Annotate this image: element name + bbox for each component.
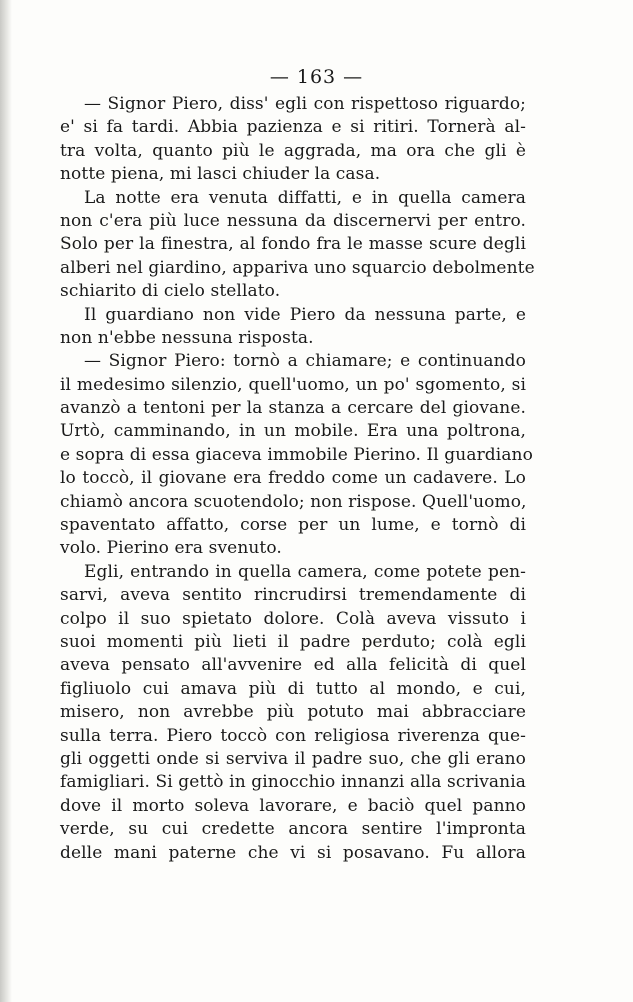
text-line: gli oggetti onde si serviva il padre suo, che gli erano — [60, 748, 526, 769]
text-line: non c'era più luce nessuna da discernervi per entro. — [60, 210, 526, 231]
text-line: alberi nel giardino, appariva uno squarcio debolmente — [60, 257, 535, 278]
text-line: Solo per la finestra, al fondo fra le masse scure degli — [60, 234, 526, 255]
text-line: avanzò a tentoni per la stanza a cercare del giovane. — [60, 398, 526, 419]
text-line: misero, non avrebbe più potuto mai abbracciare — [60, 702, 526, 723]
text-line: tra volta, quanto più le aggrada, ma ora che gli è — [60, 140, 526, 161]
text-line: notte piena, mi lasci chiuder la casa. — [60, 164, 381, 185]
text-line: spaventato affatto, corse per un lume, e tornò di — [60, 515, 526, 536]
text-line: volo. Pierino era svenuto. — [60, 538, 282, 559]
text-line: sarvi, aveva sentito rincrudirsi tremendamente di — [60, 585, 526, 606]
text-line: suoi momenti più lieti il padre perduto; colà egli — [60, 631, 526, 652]
text-line: famigliari. Si gettò in ginocchio innanzi alla scrivania — [60, 772, 526, 793]
page-gutter-shadow — [0, 0, 12, 1002]
text-line: dove il morto soleva lavorare, e baciò quel panno — [60, 795, 526, 816]
text-line: non n'ebbe nessuna risposta. — [60, 327, 314, 348]
text-line: — Signor Piero: tornò a chiamare; e continuando — [84, 351, 526, 372]
text-line: delle mani paterne che vi si posavano. Fu allora — [60, 842, 526, 863]
text-line: verde, su cui credette ancora sentire l'impronta — [60, 819, 526, 840]
text-line: — Signor Piero, diss' egli con rispettoso riguardo; — [84, 94, 526, 114]
text-line: La notte era venuta diffatti, e in quella camera — [84, 187, 526, 208]
text-line: lo toccò, il giovane era freddo come un cadavere. Lo — [60, 468, 526, 489]
text-line: Urtò, camminando, in un mobile. Era una poltrona, — [60, 421, 526, 442]
text-line: figliuolo cui amava più di tutto al mondo, e cui, — [60, 678, 526, 699]
page-number: — 163 — — [269, 66, 364, 88]
text-line: schiarito di cielo stellato. — [60, 281, 281, 302]
page-text-body — [60, 93, 535, 865]
text-line: Il guardiano non vide Piero da nessuna parte, e — [84, 304, 526, 325]
text-line: chiamò ancora scuotendolo; non rispose. Quell'uomo, — [60, 491, 527, 512]
text-line: il medesimo silenzio, quell'uomo, un po' sgomento, si — [60, 374, 526, 395]
text-line: Egli, entrando in quella camera, come potete pen- — [84, 561, 526, 582]
text-line: colpo il suo spietato dolore. Colà aveva vissuto i — [60, 608, 526, 629]
text-line: sulla terra. Piero toccò con religiosa riverenza que- — [60, 725, 526, 746]
text-line: aveva pensato all'avvenire ed alla felicità di quel — [60, 655, 526, 676]
text-line: e sopra di essa giaceva immobile Pierino. Il guardiano — [60, 444, 533, 465]
text-line: e' si fa tardi. Abbia pazienza e si ritiri. Tornerà al- — [60, 117, 526, 138]
